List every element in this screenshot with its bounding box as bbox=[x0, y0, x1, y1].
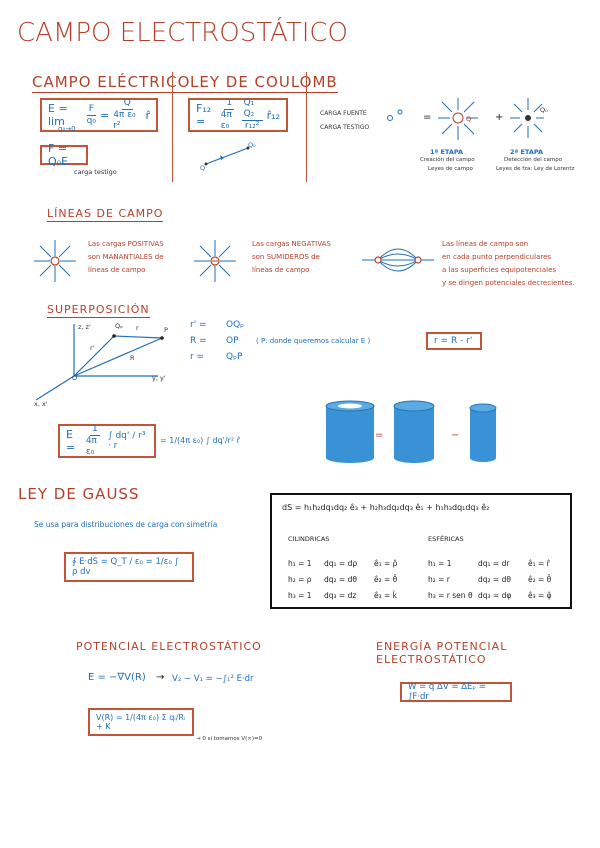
coordinates-table bbox=[270, 493, 572, 609]
cylinder-hollow bbox=[326, 401, 374, 463]
coulomb-label-q: Q bbox=[200, 164, 206, 172]
r-vector bbox=[114, 336, 162, 338]
superposicion-vector-eq: r = R - r' bbox=[434, 336, 473, 346]
sph-h3: h₃ = r sen θ bbox=[428, 591, 473, 600]
coulomb-lhs: F₁₂ = bbox=[196, 102, 212, 128]
r-prime-vector bbox=[74, 336, 114, 376]
coulomb-heading: LEY DE COULOMB bbox=[190, 73, 338, 91]
int-alt: = 1/(4π ε₀) ∫ dq'/r² r̂ bbox=[160, 436, 240, 445]
point-Qp-label: Qₚ bbox=[115, 322, 123, 330]
cyl-h2: h₂ = ρ bbox=[288, 575, 312, 584]
def2-lhs: R = bbox=[190, 336, 207, 346]
negative-charge-diagram bbox=[190, 236, 240, 286]
cyl-e3: ê₃ = k̂ bbox=[374, 591, 398, 600]
cyl-dq3: dq₃ = dz bbox=[324, 591, 357, 600]
frac2-num: Q bbox=[123, 98, 131, 108]
potencial-arrow: → bbox=[156, 672, 165, 683]
sph-row bbox=[428, 575, 570, 591]
pos-line1: Las cargas POSITIVAS bbox=[88, 240, 164, 248]
campo-electrico-eq: = bbox=[99, 108, 110, 122]
cyl-e1: ê₁ = ρ̂ bbox=[374, 559, 398, 568]
coulomb-frac1 bbox=[221, 98, 238, 132]
gauss-formula: ∮ E·dS = Q_T / ε₀ = 1/ε₀ ∫ ρ dv bbox=[72, 557, 179, 577]
origin-label: O bbox=[72, 374, 78, 382]
coulomb-frac1-den: 4π ε₀ bbox=[220, 110, 232, 131]
cyl-row bbox=[288, 575, 418, 591]
testigo-charge bbox=[398, 110, 402, 114]
etapa2-line2: Leyes de fza: Ley de Lorentz bbox=[496, 166, 575, 172]
superposicion-integral-box bbox=[58, 424, 156, 458]
sph-row bbox=[428, 559, 570, 575]
coulomb-formula-box bbox=[188, 98, 288, 132]
R-vector bbox=[74, 338, 162, 376]
cyl-dq2: dq₂ = dθ bbox=[324, 575, 357, 584]
frac2-den: 4π ε₀ r² bbox=[113, 110, 136, 131]
lineas-heading: LÍNEAS DE CAMPO bbox=[47, 207, 164, 220]
campo-electrico-heading: CAMPO ELÉCTRICO bbox=[32, 73, 191, 91]
etapas-diagram bbox=[378, 88, 578, 148]
sph-e2: ê₂ = θ̂ bbox=[528, 575, 552, 584]
coulomb-label-q0: Q₀ bbox=[248, 141, 256, 149]
cyl-e2: ê₂ = θ̂ bbox=[374, 575, 398, 584]
superposicion-heading: SUPERPOSICIÓN bbox=[47, 303, 150, 316]
frac1-den: q₀ bbox=[86, 115, 96, 126]
dip-line2: en cada punto perpendiculares bbox=[442, 253, 552, 261]
def1-lhs: r' = bbox=[190, 320, 207, 330]
energia-box-eq: W = q ΔV = ΔEₚ = ∫F·dr bbox=[408, 682, 486, 702]
cyl-rows bbox=[288, 559, 418, 607]
force-formula-box bbox=[40, 142, 88, 168]
int-lhs: E = bbox=[66, 428, 76, 454]
cyl-dq1: dq₁ = dρ bbox=[324, 559, 358, 568]
dipole-diagram bbox=[360, 234, 436, 286]
etapa1-charge bbox=[438, 98, 478, 140]
etapa2-charge-label: Q₀ bbox=[540, 106, 548, 114]
def2-note: ( P: donde queremos calcular E ) bbox=[256, 337, 371, 345]
x-axis bbox=[36, 376, 74, 400]
int-frac bbox=[86, 424, 104, 458]
cyl-h3: h₃ = 1 bbox=[288, 591, 312, 600]
pos-line2: son MANANTIALES de bbox=[88, 253, 164, 261]
col2-title: ESFÉRICAS bbox=[428, 535, 464, 543]
etapas-equals: = bbox=[423, 112, 432, 123]
int-frac-num: 1 bbox=[92, 424, 98, 434]
coulomb-frac1-num: 1 bbox=[226, 98, 233, 108]
vec-r-label: r bbox=[136, 324, 139, 332]
divider-2 bbox=[306, 72, 307, 182]
neg-line2: son SUMIDEROS de bbox=[252, 253, 320, 261]
cyl-row bbox=[288, 559, 418, 575]
vec-rprime-label: r' bbox=[90, 344, 95, 352]
sph-rows bbox=[428, 559, 570, 607]
dip-line3: a las superficies equipotenciales bbox=[442, 266, 557, 274]
def3-rhs: QₚP bbox=[226, 352, 243, 362]
axis-z-label: z, z' bbox=[78, 323, 91, 331]
neg-line3: líneas de campo bbox=[252, 266, 310, 274]
superposicion-vector-box bbox=[426, 332, 482, 350]
fuente-charge bbox=[388, 116, 393, 121]
superposicion-axes bbox=[30, 318, 180, 414]
dip-line4: y se dirigen potenciales decrecientes. bbox=[442, 279, 575, 287]
etapa2-title: 2ª ETAPA bbox=[510, 148, 544, 156]
sph-h2: h₂ = r bbox=[428, 575, 450, 584]
cylinders-equals: = bbox=[375, 430, 384, 441]
def3-lhs: r = bbox=[190, 352, 205, 362]
gauss-heading: LEY DE GAUSS bbox=[18, 485, 140, 503]
sph-e1: ê₁ = r̂ bbox=[528, 559, 550, 568]
dip-line1: Las líneas de campo son bbox=[442, 240, 529, 248]
energia-box bbox=[400, 682, 512, 702]
coulomb-frac2 bbox=[242, 98, 263, 132]
potencial-eq2: V₂ − V₁ = −∫₁² E·dr bbox=[172, 674, 254, 684]
etapa1-line1: Creación del campo bbox=[420, 157, 475, 163]
divider-1 bbox=[172, 72, 173, 182]
def1-rhs: OQₚ bbox=[226, 320, 245, 330]
cylinders-minus: − bbox=[451, 430, 460, 441]
cylinder-full bbox=[394, 401, 434, 463]
coulomb-unit: r̂₁₂ bbox=[266, 108, 280, 122]
etapa1-title: 1ª ETAPA bbox=[430, 148, 464, 156]
point-P-label: P bbox=[164, 326, 168, 334]
sph-row bbox=[428, 591, 570, 607]
campo-electrico-frac1 bbox=[87, 104, 96, 127]
potencial-heading: POTENCIAL ELECTROSTÁTICO bbox=[76, 640, 262, 653]
sph-dq3: dq₃ = dφ bbox=[478, 591, 512, 600]
ds-formula: dS = h₁h₂dq₁dq₂ ê₃ + h₂h₃dq₂dq₃ ê₁ + h₁h₃dq₁dq₃ ê₂ bbox=[282, 503, 490, 512]
etapas-plus: + bbox=[495, 112, 504, 123]
axis-y-label: y, y' bbox=[152, 374, 166, 382]
cyl-row bbox=[288, 591, 418, 607]
positive-charge-diagram bbox=[30, 236, 80, 286]
cylinders-diagram bbox=[320, 398, 510, 464]
def2-rhs: OP bbox=[226, 336, 239, 346]
neg-line1: Las cargas NEGATIVAS bbox=[252, 240, 331, 248]
coulomb-frac2-num: Q₁ Q₂ bbox=[242, 98, 263, 121]
potencial-eq1: E = −∇V(R) bbox=[88, 672, 146, 683]
coulomb-line bbox=[206, 148, 248, 164]
campo-electrico-unit: r̂ bbox=[145, 108, 150, 122]
coulomb-frac2-den: r₁₂² bbox=[244, 121, 260, 131]
pos-line3: líneas de campo bbox=[88, 266, 146, 274]
potencial-box-eq: V(R) = 1/(4π ε₀) Σ qᵢ/Rᵢ + K bbox=[96, 713, 186, 731]
carga-fuente-label: CARGA FUENTE bbox=[320, 110, 367, 117]
etapa2-line1: Detección del campo bbox=[504, 157, 563, 163]
frac1-num: F bbox=[88, 103, 94, 114]
cyl-h1: h₁ = 1 bbox=[288, 559, 312, 568]
col1-title: CILINDRICAS bbox=[288, 535, 330, 543]
potencial-note: → 0 si tomamos V(∞)=0 bbox=[196, 736, 263, 742]
etapa2-charge bbox=[510, 98, 544, 138]
gauss-description: Se usa para distribuciones de carga con simetría bbox=[34, 520, 218, 529]
campo-electrico-limit-sub: q₀→0 bbox=[58, 125, 76, 133]
page-title: CAMPO ELECTROSTÁTICO bbox=[17, 18, 348, 48]
sph-h1: h₁ = 1 bbox=[428, 559, 452, 568]
int-frac-den: 4π ε₀ bbox=[85, 436, 97, 457]
sph-e3: ê₃ = φ̂ bbox=[528, 591, 552, 600]
campo-electrico-lhs: E = lim bbox=[48, 102, 68, 128]
etapa1-charge-label: Q bbox=[466, 115, 472, 123]
force-note: carga testigo bbox=[74, 168, 117, 176]
axis-x-label: x, x' bbox=[34, 400, 48, 408]
gauss-formula-box bbox=[64, 552, 194, 582]
energia-heading: ENERGÍA POTENCIAL ELECTROSTÁTICO bbox=[376, 640, 508, 666]
sph-dq1: dq₁ = dr bbox=[478, 559, 510, 568]
potencial-box bbox=[88, 708, 194, 736]
force-formula: F = Q₀E bbox=[48, 142, 69, 168]
sph-dq2: dq₂ = dθ bbox=[478, 575, 511, 584]
int-body: ∫ dq' / r³ · r bbox=[107, 431, 146, 451]
vec-R-label: R bbox=[130, 354, 135, 362]
campo-electrico-frac2 bbox=[113, 98, 141, 132]
cylinder-inner bbox=[470, 404, 496, 462]
carga-testigo-label: CARGA TESTIGO bbox=[320, 124, 370, 131]
etapa1-line2: Leyes de campo bbox=[428, 166, 473, 172]
